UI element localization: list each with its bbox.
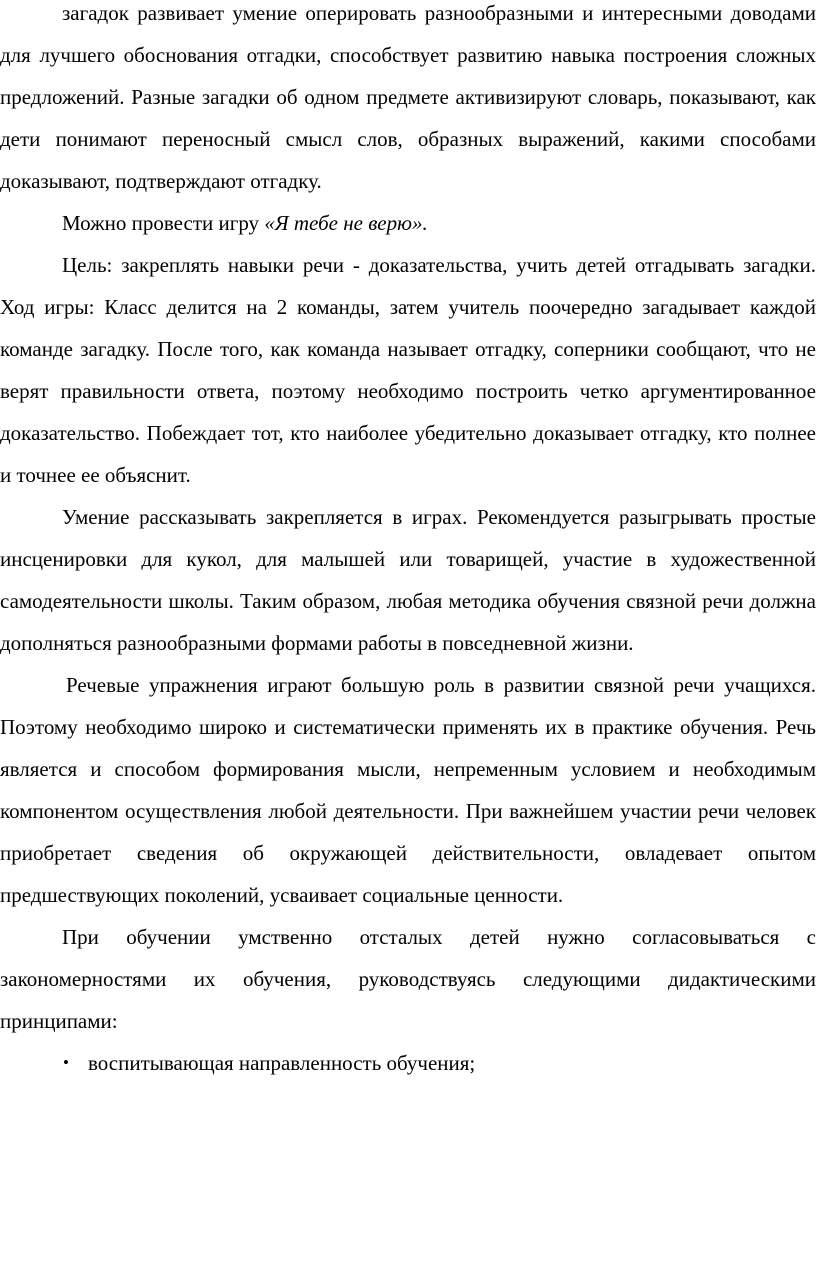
list-item-text: воспитывающая направленность обучения; (88, 1051, 476, 1075)
paragraph-game-goal: Цель: закреплять навыки речи - доказательства, учить детей отгадывать загадки. Ход игры: Класс делится на 2 команды, затем учитель поочередно загадывает каждой команде загадку. После того, как команда называет отгадку, соперники сообщают, что не верят правильности ответа, поэтому необходимо построить четко аргументированное доказательство. Побеждает тот, кто наиболее убедительно доказывает отгадку, кто полнее и точнее ее объяснит. (0, 253, 816, 487)
game-title: «Я тебе не верю». (264, 211, 428, 235)
paragraph-game-intro (0, 202, 816, 244)
bullet-icon: • (63, 1053, 69, 1072)
list-item (0, 1042, 816, 1084)
paragraph-riddles-continued: загадок развивает умение оперировать разнообразными и интересными доводами для лучшего обоснования отгадки, способствует развитию навыка построения сложных предложений. Разные загадки об одном предмете активизируют словарь, показывают, как дети понимают переносный смысл слов, образных выражений, какими способами доказывают, подтверждают отгадку. (0, 1, 816, 193)
principles-list (0, 1042, 816, 1084)
paragraph-storytelling: Умение рассказывать закрепляется в играх. Рекомендуется разыгрывать простые инсценировки для кукол, для малышей или товарищей, участие в художественной самодеятельности школы. Таким образом, любая методика обучения связной речи должна дополняться разнообразными формами работы в повседневной жизни. (0, 505, 816, 655)
paragraph-didactic-principles: При обучении умственно отсталых детей нужно согласовываться с закономерностями их обучения, руководствуясь следующими дидактическими принципами: (0, 925, 816, 1033)
game-intro-text: Можно провести игру (62, 211, 265, 235)
paragraph-speech-exercises: Речевые упражнения играют большую роль в развитии связной речи учащихся. Поэтому необходимо широко и систематически применять их в практике обучения. Речь является и способом формирования мысли, непременным условием и необходимым компонентом осуществления любой деятельности. При важнейшем участии речи человек приобретает сведения об окружающей действительности, овладевает опытом предшествующих поколений, усваивает социальные ценности. (0, 673, 816, 907)
